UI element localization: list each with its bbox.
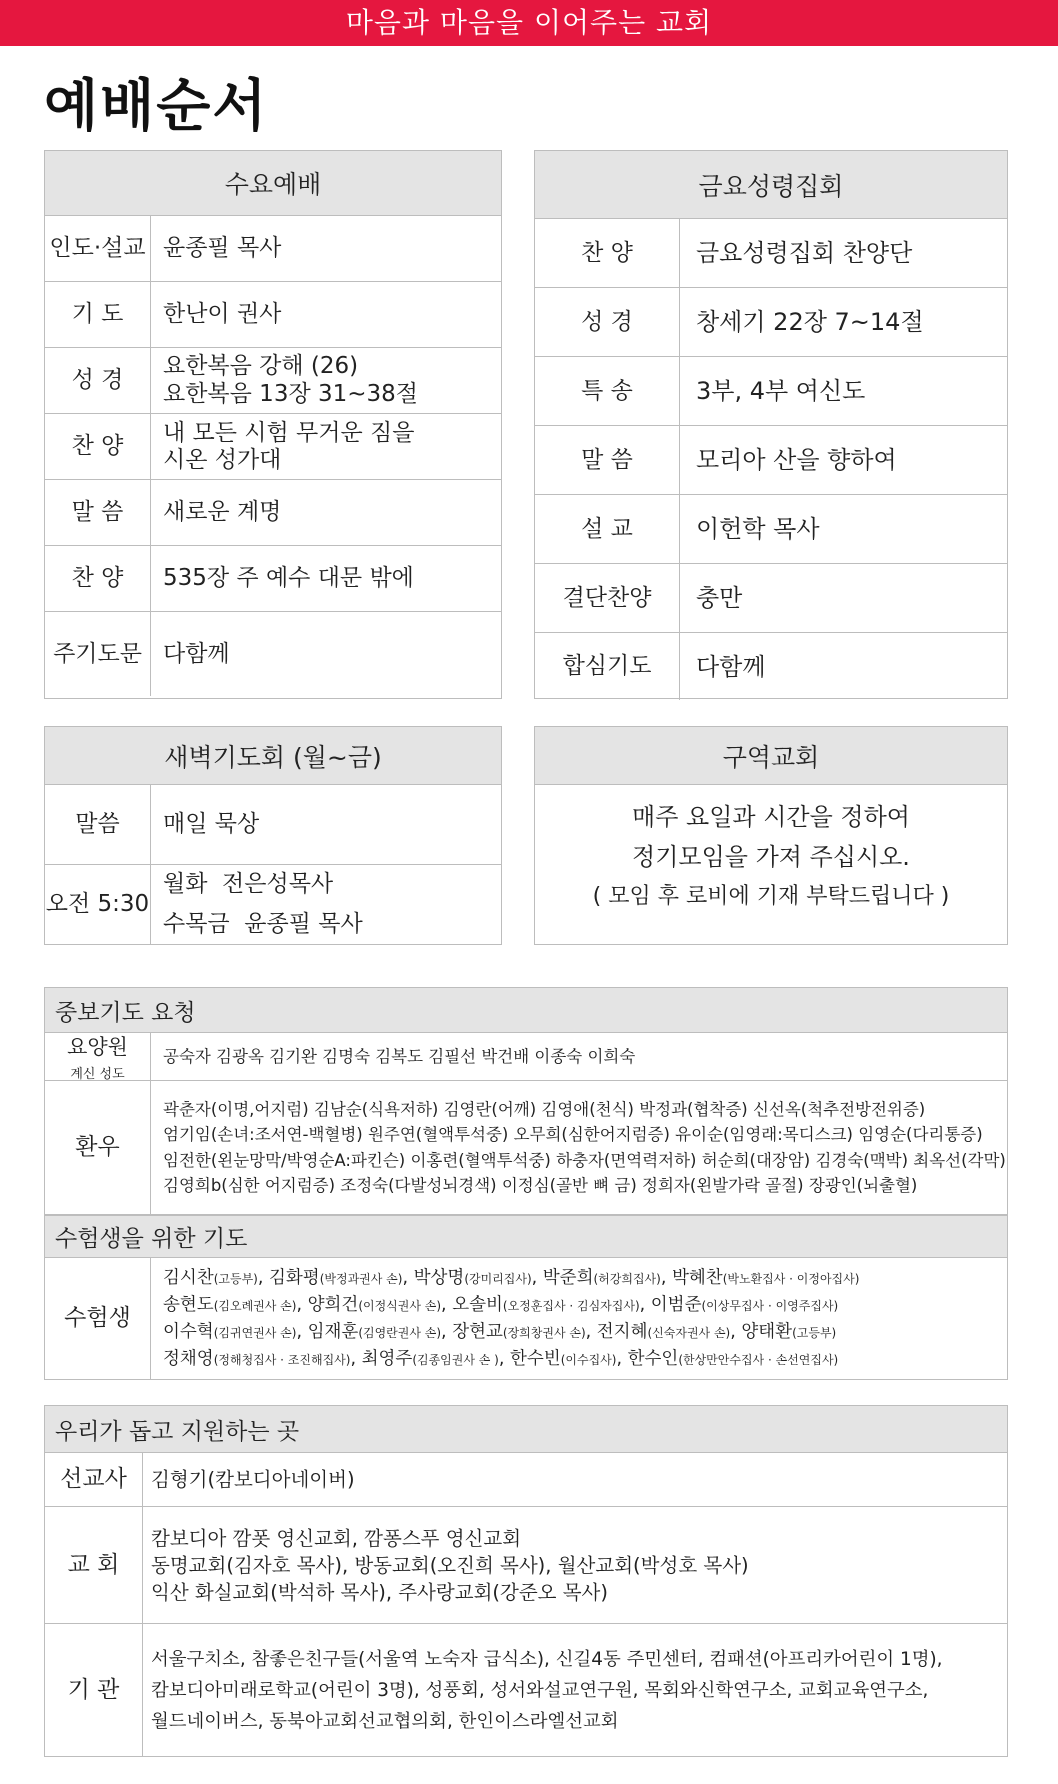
student-note: (이수집사) <box>560 1352 617 1367</box>
support-box <box>44 1405 1008 1757</box>
student-note: (김종임권사 손 ) <box>412 1352 499 1367</box>
student-note: (고등부) <box>213 1271 258 1286</box>
order-label: 말 씀 <box>45 480 151 545</box>
support-label: 교 회 <box>45 1507 143 1623</box>
student-name: 김화평 <box>269 1267 320 1288</box>
order-value: 모리아 산을 향하여 <box>696 446 897 474</box>
student-note: (박노환집사 · 이정아집사) <box>722 1271 860 1286</box>
student-name: 박혜찬 <box>671 1267 723 1288</box>
top-banner: 마음과 마음을 이어주는 교회 <box>0 0 1058 46</box>
intercession-box <box>44 987 1008 1380</box>
cell-church-box <box>534 726 1008 945</box>
student-name: 오솔비 <box>452 1294 503 1315</box>
support-value: 김형기(캄보디아네이버) <box>151 1468 355 1491</box>
student-note: (이정식권사 손) <box>358 1298 442 1313</box>
student-name: 김시찬 <box>163 1267 214 1288</box>
student-note: (한상만안수집사 · 손선연집사) <box>678 1352 839 1367</box>
order-label: 말 씀 <box>535 426 680 494</box>
student-note: (신숙자권사 손) <box>647 1325 731 1340</box>
friday-service-title: 금요성령집회 <box>535 151 1007 219</box>
order-label: 찬 양 <box>45 546 151 611</box>
order-row <box>45 785 501 865</box>
intercession-names: 공숙자 김광옥 김기완 김명숙 김복도 김필선 박건배 이종숙 이희숙 <box>163 1046 636 1066</box>
student-name: 최영주 <box>361 1348 413 1369</box>
intercession-label: 요양원 계신 성도 <box>45 1033 151 1080</box>
order-label: 성 경 <box>535 288 680 356</box>
order-label: 성 경 <box>45 348 151 413</box>
support-row <box>45 1624 1007 1756</box>
order-value: 다함께 <box>696 652 766 681</box>
student-name: 임재훈 <box>307 1321 359 1342</box>
wednesday-service-box <box>44 150 502 699</box>
order-label: 결단찬양 <box>535 564 680 632</box>
student-name: 송현도 <box>163 1294 214 1315</box>
student-name: 이범준 <box>650 1294 702 1315</box>
intercession-row <box>45 1033 1007 1081</box>
page-title: 예배순서 <box>44 73 269 139</box>
order-label: 찬 양 <box>45 414 151 479</box>
cell-church-notice: 매주 요일과 시간을 정하여 정기모임을 가져 주십시오. ( 모임 후 로비에 기재 부탁드립니다 ) <box>592 803 950 909</box>
support-label: 기 관 <box>45 1624 143 1756</box>
order-label: 인도·설교 <box>45 216 151 281</box>
order-row <box>535 288 1007 357</box>
dawn-prayer-title: 새벽기도회 (월~금) <box>45 727 501 785</box>
order-label: 주기도문 <box>45 612 151 696</box>
order-value: 충만 <box>696 584 743 612</box>
order-row <box>535 219 1007 288</box>
student-name: 정채영 <box>163 1348 214 1369</box>
order-value: 창세기 22장 7~14절 <box>696 308 924 336</box>
order-value: 이헌학 목사 <box>696 515 820 543</box>
order-label: 기 도 <box>45 282 151 347</box>
student-name: 한수빈 <box>510 1348 561 1369</box>
order-row <box>45 480 501 546</box>
student-name: 박준희 <box>542 1267 594 1288</box>
order-row <box>45 612 501 696</box>
student-note: (박정과권사 손) <box>319 1271 403 1286</box>
student-note: (고등부) <box>792 1325 837 1340</box>
student-name: 양태환 <box>741 1321 793 1342</box>
order-value: 윤종필 목사 <box>163 235 282 262</box>
student-name: 박상명 <box>413 1267 465 1288</box>
order-label: 설 교 <box>535 495 680 563</box>
intercession-title: 중보기도 요청 <box>45 988 1007 1033</box>
order-row <box>45 546 501 612</box>
student-name: 양희건 <box>307 1294 359 1315</box>
order-label: 특 송 <box>535 357 680 425</box>
order-row <box>535 495 1007 564</box>
support-title: 우리가 돕고 지원하는 곳 <box>45 1406 1007 1453</box>
order-row <box>45 216 501 282</box>
order-label: 오전 5:30 <box>45 865 151 944</box>
order-label: 말씀 <box>45 785 151 864</box>
exam-line: 송현도(김오례권사 손), 양희건(이정식권사 손), 오솔비(오정훈집사 · 김심자집사), 이범준(이상무집사 · 이영주집사) <box>163 1294 839 1315</box>
student-note: (김오례권사 손) <box>213 1298 297 1313</box>
order-value: 매일 묵상 <box>163 811 260 838</box>
student-name: 전지혜 <box>596 1321 648 1342</box>
order-value: 새로운 계명 <box>163 499 282 526</box>
dawn-prayer-box <box>44 726 502 945</box>
order-value: 3부, 4부 여신도 <box>696 377 866 405</box>
order-label: 합심기도 <box>535 633 680 700</box>
student-name: 한수인 <box>627 1348 679 1369</box>
support-value: 캄보디아 깜폿 영신교회, 깜퐁스푸 영신교회 동명교회(김자호 목사), 방동교회(오진희 목사), 월산교회(박성호 목사) 익산 화실교회(박석하 목사), 주사랑교회(강준오 목사) <box>151 1526 749 1604</box>
exam-label: 수험생 <box>45 1258 151 1379</box>
student-name: 이수혁 <box>163 1321 214 1342</box>
order-label: 찬 양 <box>535 219 680 287</box>
student-note: (김귀연권사 손) <box>213 1325 297 1340</box>
exam-names <box>151 1258 1007 1379</box>
intercession-label: 환우 <box>45 1081 151 1214</box>
cell-church-title: 구역교회 <box>535 727 1007 785</box>
student-note: (오정훈집사 · 김심자집사) <box>502 1298 640 1313</box>
order-row <box>535 633 1007 700</box>
order-value: 다함께 <box>163 640 230 667</box>
order-value: 535장 주 예수 대문 밖에 <box>163 565 414 592</box>
wednesday-service-title: 수요예배 <box>45 151 501 216</box>
order-row <box>535 357 1007 426</box>
order-row <box>45 414 501 480</box>
order-row <box>535 426 1007 495</box>
student-note: (강미리집사) <box>464 1271 532 1286</box>
support-value: 서울구치소, 참좋은친구들(서울역 노숙자 급식소), 신길4동 주민센터, 컴패션(아프리카어린이 1명), 캄보디아미래로학교(어린이 3명), 성풍회, 성서와설교연구원, 목회와신학연구소, 교회교육연구소, 월드네이버스, 동북아교회선교협의회, 한인이스라엘선교회 <box>151 1648 943 1732</box>
order-value: 월화 전은성목사 수목금 윤종필 목사 <box>163 871 363 937</box>
exam-row <box>45 1258 1007 1379</box>
student-note: (장희창권사 손) <box>502 1325 586 1340</box>
support-row <box>45 1453 1007 1507</box>
student-note: (허강희집사) <box>593 1271 661 1286</box>
exam-prayer-title: 수험생을 위한 기도 <box>45 1215 1007 1258</box>
order-row <box>45 282 501 348</box>
intercession-names: 곽춘자(이명,어지럼) 김남순(식욕저하) 김영란(어깨) 김영애(천식) 박정과(협착증) 신선옥(척추전방전위증) 엄기임(손녀:조서연-백혈병) 원주연(혈액투석중) 오무희(심한어지럼증) 유이순(임영래:목디스크) 임영순(다리통증) 임전한(왼눈망막/박영순A:파킨슨) 이홍련(혈액투석중) 하충자(면역력저하) 허순희(대장암) 김경숙(맥박) 최옥선(각막) 김영희b(심한 어지럼증) 조정숙(다발성뇌경색) 이정심(골반 뼈 금) 정희자(왼발가락 골절) 장광인(뇌출혈) <box>163 1100 1006 1195</box>
friday-service-box <box>534 150 1008 699</box>
student-note: (김영란권사 손) <box>358 1325 442 1340</box>
order-value: 금요성령집회 찬양단 <box>696 239 913 267</box>
student-name: 장현교 <box>452 1321 503 1342</box>
support-row <box>45 1507 1007 1624</box>
order-row <box>45 865 501 944</box>
exam-line: 이수혁(김귀연권사 손), 임재훈(김영란권사 손), 장현교(장희창권사 손), 전지혜(신숙자권사 손), 양태환(고등부) <box>163 1321 837 1342</box>
support-label: 선교사 <box>45 1453 143 1506</box>
order-value: 요한복음 강해 (26) 요한복음 13장 31~38절 <box>163 352 419 407</box>
order-value: 내 모든 시험 무거운 짐을 시온 성가대 <box>163 420 415 473</box>
order-value: 한난이 권사 <box>163 301 282 328</box>
order-row <box>45 348 501 414</box>
order-row <box>535 564 1007 633</box>
exam-line: 정채영(정해청집사 · 조진해집사), 최영주(김종임권사 손 ), 한수빈(이수집사), 한수인(한상만안수집사 · 손선연집사) <box>163 1348 839 1369</box>
intercession-row <box>45 1081 1007 1215</box>
exam-line: 김시찬(고등부), 김화평(박정과권사 손), 박상명(강미리집사), 박준희(허강희집사), 박혜찬(박노환집사 · 이정아집사) <box>163 1267 860 1288</box>
student-note: (이상무집사 · 이영주집사) <box>701 1298 839 1313</box>
student-note: (정해청집사 · 조진해집사) <box>213 1352 351 1367</box>
